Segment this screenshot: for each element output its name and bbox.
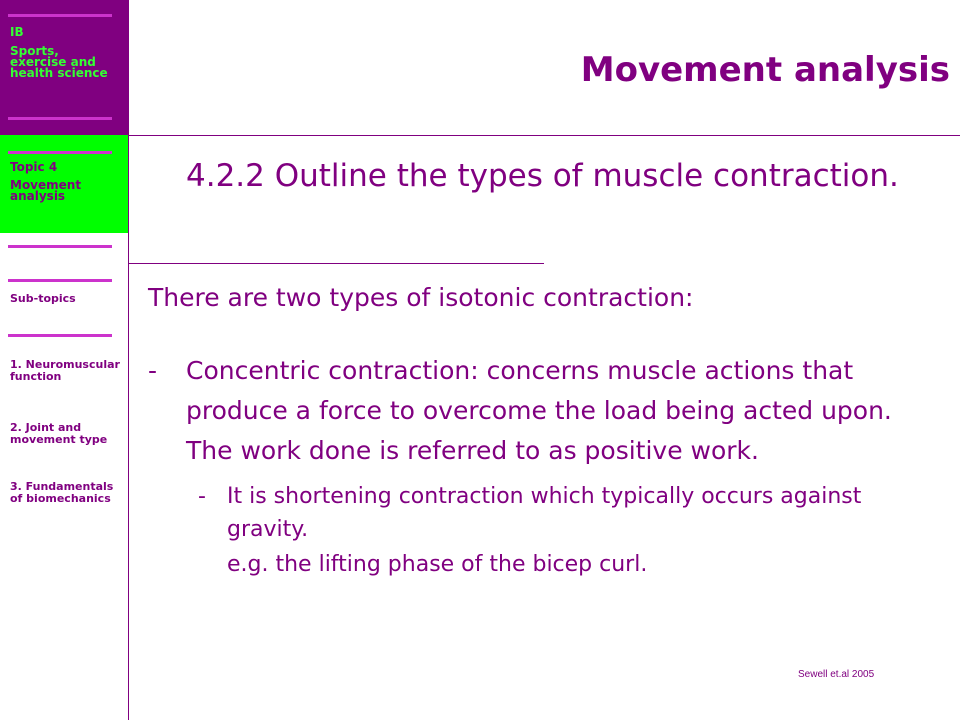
subtitle-divider — [128, 263, 544, 264]
bullet-dash: - — [148, 356, 158, 385]
topic-name: Movement analysis — [10, 178, 82, 203]
bullet-text: Concentric contraction: concerns muscle actions that produce a force to overcome the load being acted upon. The work done is referred to as positive work. — [186, 356, 892, 465]
slide-subtitle: 4.2.2 Outline the types of muscle contraction. — [186, 158, 899, 194]
topic-number: Topic 4 — [10, 160, 58, 174]
sidebar-divider — [128, 0, 129, 720]
sub-bullet-shortening — [148, 480, 928, 546]
decor-bar — [8, 245, 112, 248]
example-text: e.g. the lifting phase of the bicep curl. — [227, 552, 648, 577]
brand-line: exercise and — [10, 55, 96, 69]
decor-bar — [8, 117, 112, 120]
topic-label — [10, 162, 120, 202]
decor-bar — [8, 279, 112, 282]
citation: Sewell et.al 2005 — [798, 669, 875, 680]
decor-bar — [8, 14, 112, 17]
decor-bar — [8, 334, 112, 337]
brand-line: Sports, — [10, 44, 59, 58]
bullet-concentric — [148, 351, 928, 471]
brand-line: health science — [10, 66, 108, 80]
bullet-dash: - — [198, 484, 206, 509]
sidebar-item-neuromuscular[interactable]: 1. Neuromuscular function — [10, 358, 120, 383]
page-title: Movement analysis — [580, 50, 950, 90]
header-divider — [128, 135, 960, 136]
course-brand — [10, 27, 125, 79]
subtopics-heading: Sub-topics — [10, 292, 76, 305]
slide-body — [148, 278, 928, 581]
bullet-text: It is shortening contraction which typically occurs against gravity. — [227, 484, 862, 542]
intro-text: There are two types of isotonic contraction: — [148, 283, 694, 312]
brand-line: IB — [10, 25, 24, 39]
sidebar-item-joint-movement[interactable]: 2. Joint and movement type — [10, 421, 108, 446]
sidebar-item-biomechanics[interactable]: 3. Fundamentals of biomechanics — [10, 480, 114, 505]
decor-bar — [8, 151, 112, 154]
